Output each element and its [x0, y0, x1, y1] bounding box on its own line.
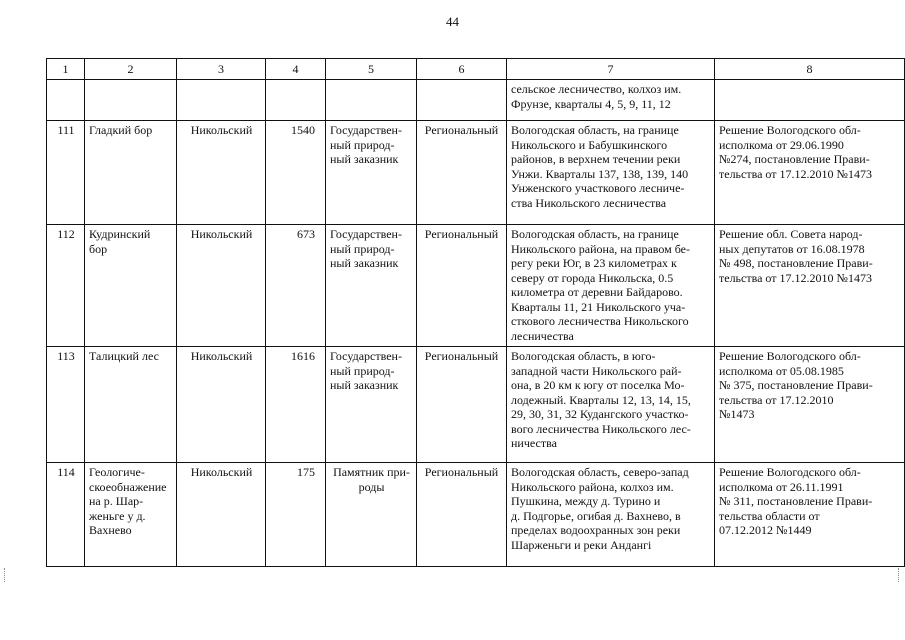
scan-edge-mark — [898, 568, 902, 582]
protected-areas-table-wrap — [46, 58, 904, 567]
location-cell: Вологодская область, в юго- западной части Никольского рай- она, в 20 км к югу от поселка Мо- лодежный. Кварталы 12, 13, 14, 15, 29, 30, 31, 32 Кудангского участко- вого лесничества Никольского лес- ничества — [507, 347, 715, 463]
significance-cell: Региональный — [417, 463, 507, 567]
name-cell: Талицкий лес — [85, 347, 177, 463]
empty-cell — [417, 80, 507, 121]
location-cell: сельское лесничество, колхоз им. Фрунзе, кварталы 4, 5, 9, 11, 12 — [507, 80, 715, 121]
name-cell: Геологиче- скоеобнажение на р. Шар- женьге у д. Вахнево — [85, 463, 177, 567]
significance-cell: Региональный — [417, 121, 507, 225]
column-header: 3 — [177, 59, 266, 80]
name-cell: Гладкий бор — [85, 121, 177, 225]
area-cell: 673 — [266, 225, 326, 347]
column-header: 4 — [266, 59, 326, 80]
row-number-cell: 113 — [47, 347, 85, 463]
row-number-cell: 114 — [47, 463, 85, 567]
table-row — [47, 225, 905, 347]
district-cell: Никольский — [177, 463, 266, 567]
protected-areas-table — [46, 58, 905, 567]
column-header: 1 — [47, 59, 85, 80]
decision-cell: Решение Вологодского обл- исполкома от 26.11.1991 № 311, постановление Прави- тельства области от 07.12.2012 №1449 — [715, 463, 905, 567]
district-cell: Никольский — [177, 121, 266, 225]
header-row — [47, 59, 905, 80]
category-cell: Государствен- ный природ- ный заказник — [326, 347, 417, 463]
significance-cell: Региональный — [417, 347, 507, 463]
empty-cell — [177, 80, 266, 121]
location-cell: Вологодская область, северо-запад Никольского района, колхоз им. Пушкина, между д. Турино и д. Подгорье, огибая д. Вахнево, в пределах водоохранных зон реки Шарженьги и реки Андангi — [507, 463, 715, 567]
table-row — [47, 463, 905, 567]
district-cell: Никольский — [177, 347, 266, 463]
name-cell: Кудринский бор — [85, 225, 177, 347]
location-cell: Вологодская область, на границе Никольского и Бабушкинского районов, в верхнем течении реки Унжи. Кварталы 137, 138, 139, 140 Унженского участкового лесниче- ства Никольского лесничества — [507, 121, 715, 225]
location-cell: Вологодская область, на границе Никольского района, на правом бе- регу реки Юг, в 23 километрах к северу от города Никольска, 0.5 километра от деревни Байдарово. Кварталы 11, 21 Никольского уча- сткового лесничества Никольского лесничества — [507, 225, 715, 347]
scan-edge-mark — [4, 568, 8, 582]
decision-cell: Решение обл. Совета народ- ных депутатов от 16.08.1978 № 498, постановление Прави- тельства от 17.12.2010 №1473 — [715, 225, 905, 347]
column-header: 7 — [507, 59, 715, 80]
area-cell: 1616 — [266, 347, 326, 463]
table-row — [47, 347, 905, 463]
empty-cell — [85, 80, 177, 121]
category-cell: Государствен- ный природ- ный заказник — [326, 225, 417, 347]
area-cell: 1540 — [266, 121, 326, 225]
column-header: 8 — [715, 59, 905, 80]
area-cell: 175 — [266, 463, 326, 567]
table-row — [47, 121, 905, 225]
significance-cell: Региональный — [417, 225, 507, 347]
decision-cell: Решение Вологодского обл- исполкома от 29.06.1990 №274, постановление Прави- тельства от 17.12.2010 №1473 — [715, 121, 905, 225]
empty-cell — [47, 80, 85, 121]
empty-cell — [715, 80, 905, 121]
decision-cell: Решение Вологодского обл- исполкома от 05.08.1985 № 375, постановление Прави- тельства от 17.12.2010 №1473 — [715, 347, 905, 463]
column-header: 2 — [85, 59, 177, 80]
category-cell: Памятник при- роды — [326, 463, 417, 567]
column-header: 6 — [417, 59, 507, 80]
empty-cell — [326, 80, 417, 121]
table-row-continuation — [47, 80, 905, 121]
category-cell: Государствен- ный природ- ный заказник — [326, 121, 417, 225]
empty-cell — [266, 80, 326, 121]
column-header: 5 — [326, 59, 417, 80]
page-number: 44 — [446, 14, 459, 29]
row-number-cell: 111 — [47, 121, 85, 225]
row-number-cell: 112 — [47, 225, 85, 347]
district-cell: Никольский — [177, 225, 266, 347]
